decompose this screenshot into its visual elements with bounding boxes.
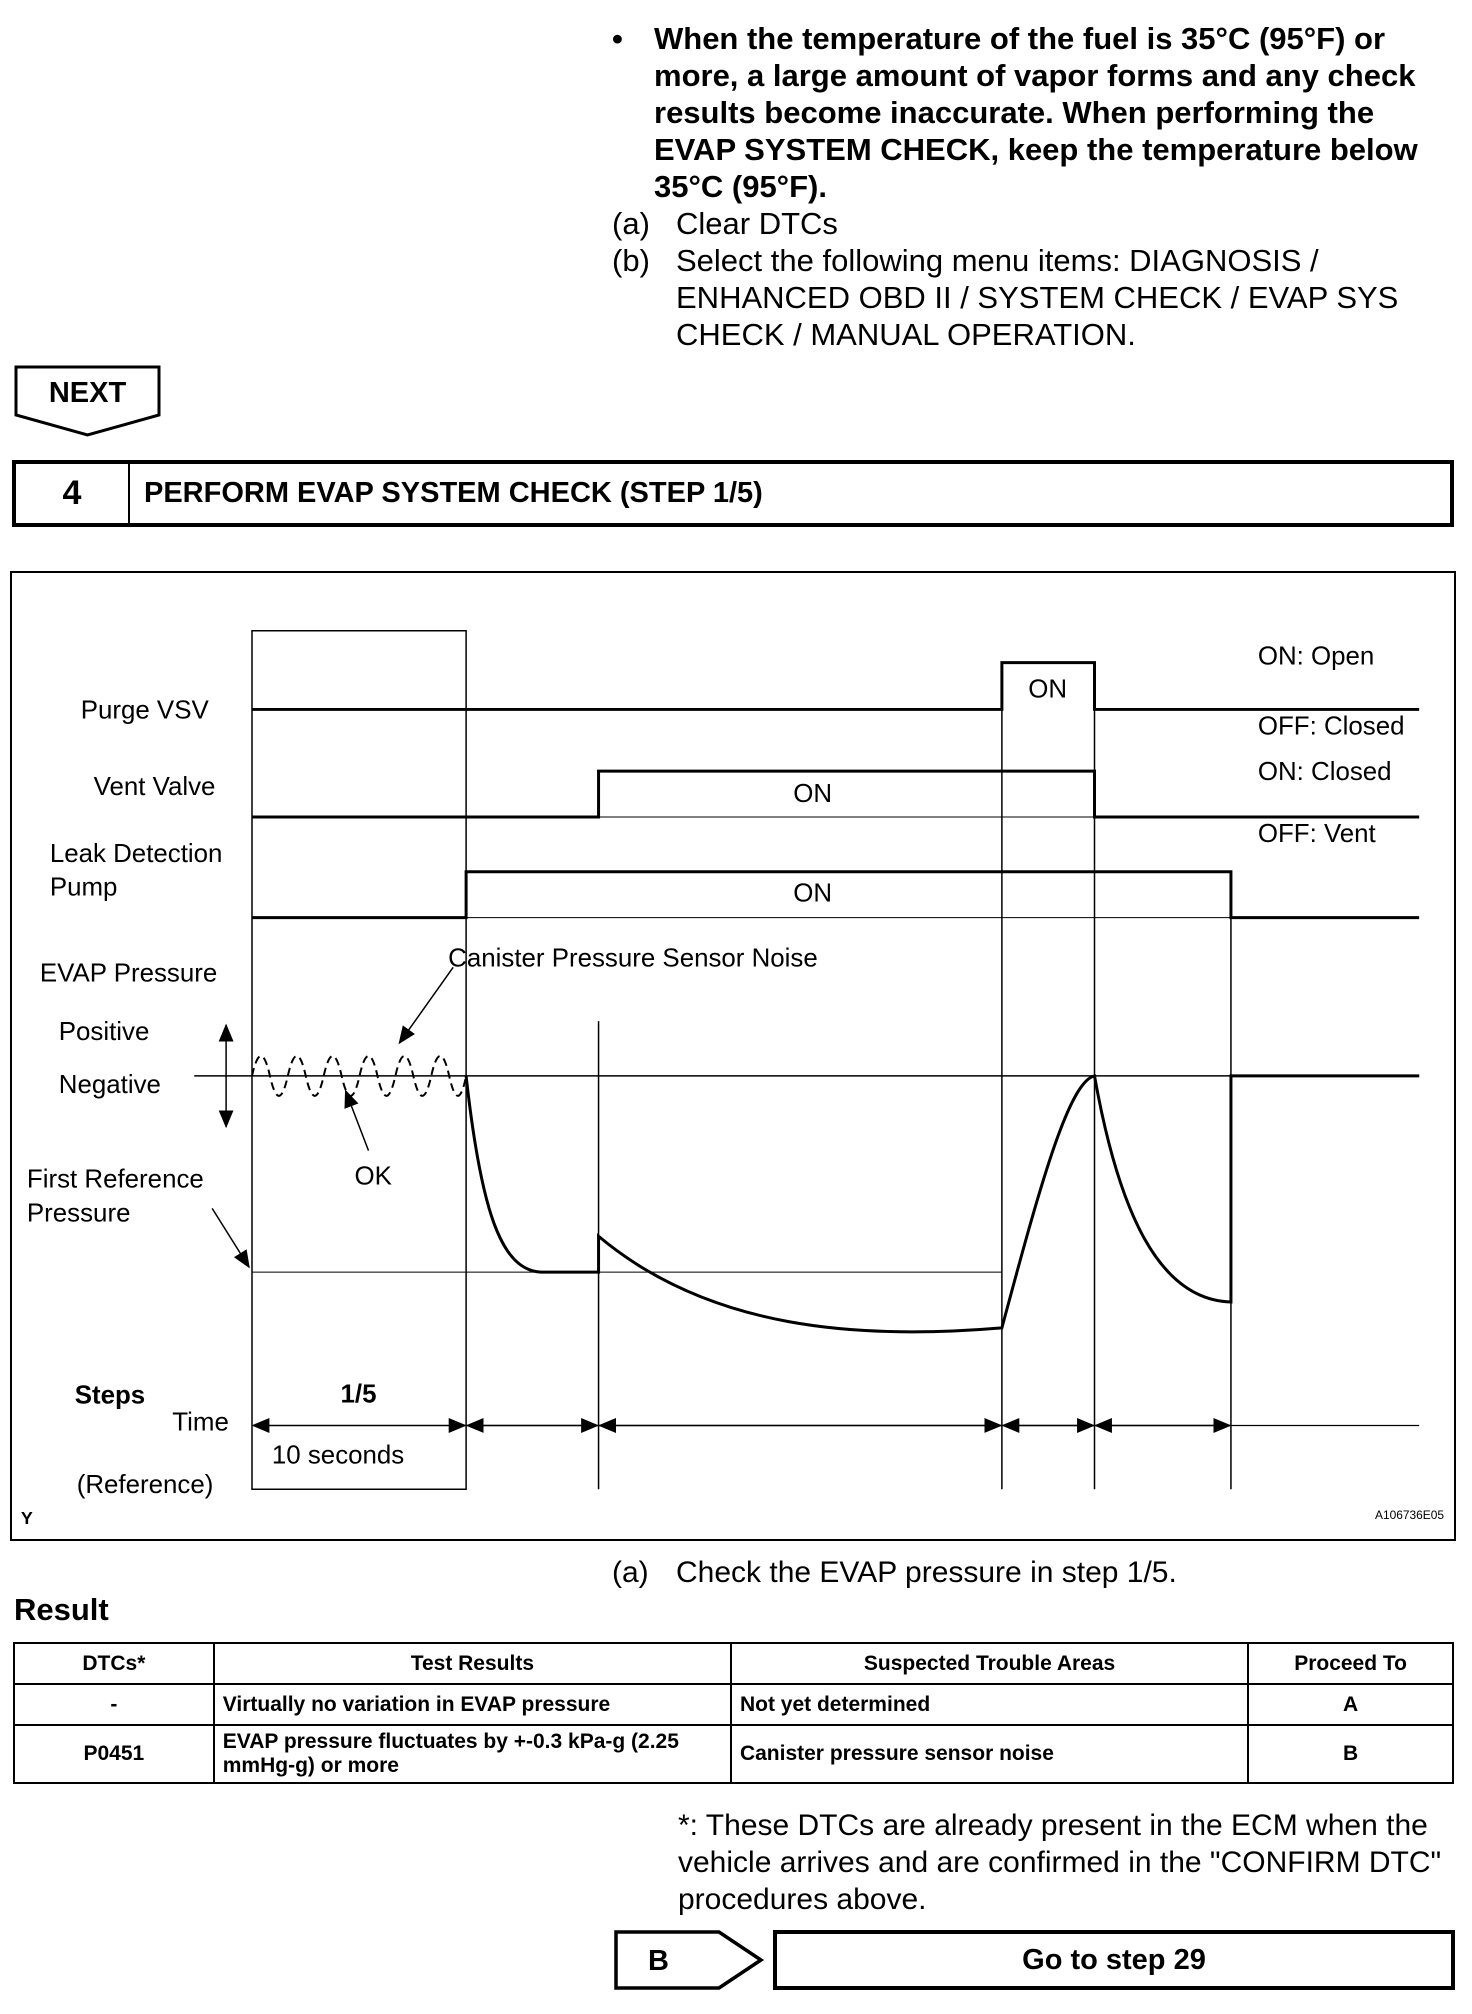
step-letter: (a) <box>612 1556 649 1589</box>
col-proceed-to: Proceed To <box>1248 1643 1453 1684</box>
vent-on-label: ON <box>793 780 833 809</box>
evap-pressure-trace <box>466 1076 1419 1332</box>
cell-dtc: P0451 <box>14 1725 214 1783</box>
purge-vsv-label: Purge VSV <box>80 696 209 725</box>
first-ref-callout <box>212 1208 249 1267</box>
evap-timing-diagram <box>10 571 1456 1541</box>
check-text: Check the EVAP pressure in step 1/5. <box>676 1556 1177 1589</box>
branch-b-label: B <box>648 1945 669 1977</box>
purge-on-label: ON <box>1028 675 1068 704</box>
off-vent-label: OFF: Vent <box>1257 819 1376 848</box>
table-row <box>14 1725 1453 1783</box>
first-ref-label-2: Pressure <box>26 1199 131 1228</box>
vent-valve-signal <box>252 771 1419 817</box>
temperature-warning-text: When the temperature of the fuel is 35°C (95°F) or more, a large amount of vapor forms and any check results become inaccurate. When performing the EVAP SYSTEM CHECK, keep the temperature below 35°C (95°F). <box>654 21 1418 204</box>
cell-test-result: EVAP pressure fluctuates by +-0.3 kPa-g (2.25 mmHg-g) or more <box>214 1725 731 1783</box>
ok-callout <box>346 1091 369 1151</box>
step-title: PERFORM EVAP SYSTEM CHECK (STEP 1/5) <box>144 477 763 509</box>
table-row <box>14 1684 1453 1725</box>
cell-proceed: B <box>1248 1725 1453 1783</box>
table-header-row <box>14 1643 1453 1684</box>
step-text: Select the following menu items: DIAGNOSIS / ENHANCED OBD II / SYSTEM CHECK / EVAP SYS CHECK / MANUAL OPERATION. <box>676 243 1399 352</box>
vent-valve-label: Vent Valve <box>93 773 216 802</box>
col-test-results: Test Results <box>214 1643 731 1684</box>
step-letter: (a) <box>612 206 650 241</box>
next-button[interactable] <box>14 365 161 437</box>
cell-trouble-area: Not yet determined <box>731 1684 1248 1725</box>
next-label: NEXT <box>48 377 127 409</box>
step-number: 4 <box>16 464 130 523</box>
sensor-noise-label: Canister Pressure Sensor Noise <box>448 944 818 973</box>
figure-id-label: A106736E05 <box>1375 1508 1445 1523</box>
negative-label: Negative <box>58 1070 161 1099</box>
temperature-warning <box>612 20 1442 205</box>
ten-seconds-label: 10 seconds <box>271 1441 405 1470</box>
cell-proceed: A <box>1248 1684 1453 1725</box>
step-1-5-box <box>252 631 466 1489</box>
ok-label: OK <box>354 1162 392 1191</box>
cell-dtc: - <box>14 1684 214 1725</box>
leak-pump-label-1: Leak Detection <box>49 839 223 868</box>
positive-label: Positive <box>58 1018 150 1047</box>
bullet-icon: • <box>612 21 623 56</box>
evap-pressure-label: EVAP Pressure <box>39 959 218 988</box>
first-ref-label-1: First Reference <box>26 1165 204 1194</box>
result-table <box>13 1642 1454 1784</box>
step-text: Clear DTCs <box>676 206 838 241</box>
result-title: Result <box>14 1592 109 1627</box>
step-1-5-label: 1/5 <box>340 1380 377 1409</box>
col-trouble-areas: Suspected Trouble Areas <box>731 1643 1248 1684</box>
step-header <box>12 460 1454 527</box>
noise-callout <box>399 967 453 1043</box>
reference-label: (Reference) <box>76 1471 214 1500</box>
on-open-label: ON: Open <box>1257 642 1375 671</box>
footnote: *: These DTCs are already present in the ECM when the vehicle arrives and are confirmed in the "CONFIRM DTC" procedures above. <box>678 1809 1442 1916</box>
note-step-a <box>612 205 1442 242</box>
note-step-b <box>612 242 1442 353</box>
steps-label: Steps <box>74 1381 146 1410</box>
go-to-step-button[interactable]: Go to step 29 <box>773 1930 1455 1990</box>
step-letter: (b) <box>612 243 650 278</box>
col-dtcs: DTCs* <box>14 1643 214 1684</box>
off-closed-label: OFF: Closed <box>1257 712 1405 741</box>
cell-test-result: Virtually no variation in EVAP pressure <box>214 1684 731 1725</box>
leak-pump-signal <box>252 872 1419 918</box>
time-label: Time <box>172 1408 229 1437</box>
leak-pump-label-2: Pump <box>49 873 118 902</box>
branch-b-button[interactable] <box>614 1930 764 1990</box>
pump-on-label: ON <box>793 879 833 908</box>
notes-block <box>612 20 1442 353</box>
corner-y-label: Y <box>20 1508 33 1529</box>
cell-trouble-area: Canister pressure sensor noise <box>731 1725 1248 1783</box>
check-instruction <box>612 1556 1177 1590</box>
purge-vsv-signal <box>252 663 1419 710</box>
on-closed-label: ON: Closed <box>1257 758 1392 787</box>
